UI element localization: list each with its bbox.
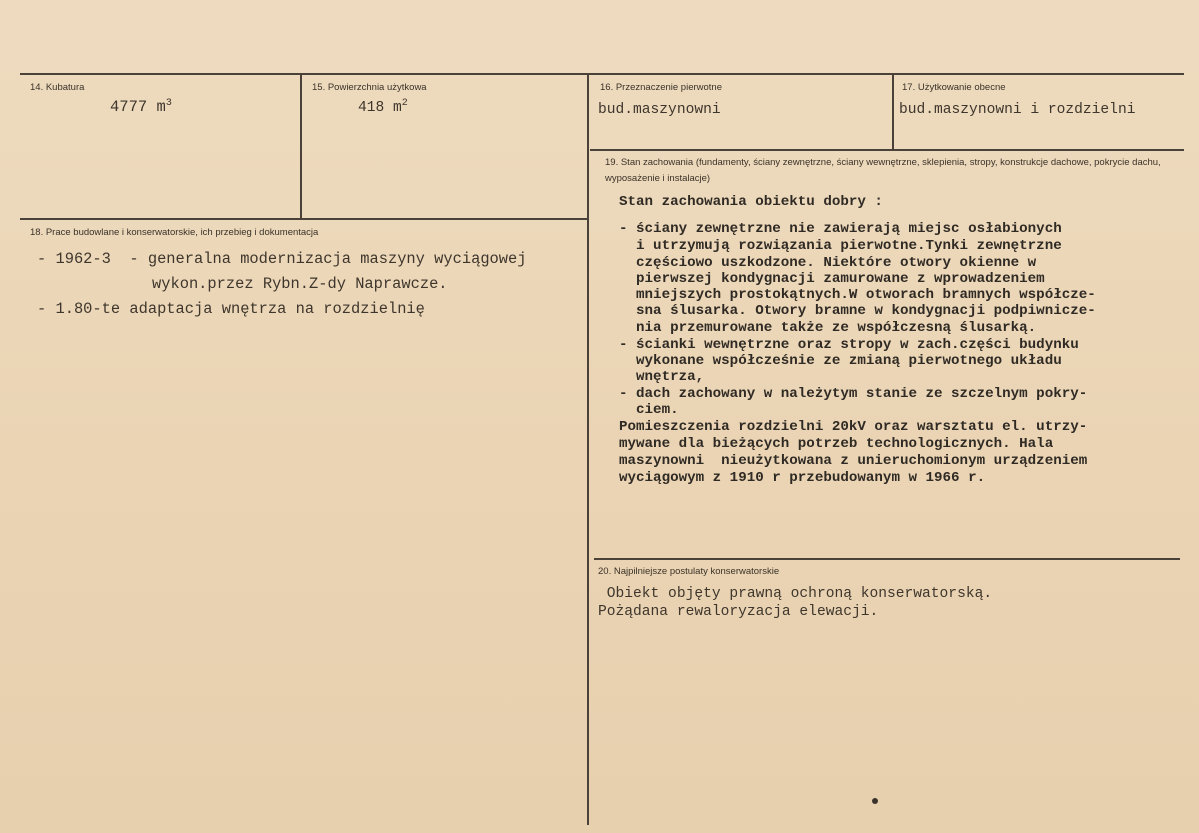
field-18-line: - 1.80-te adaptacja wnętrza na rozdzielnię bbox=[37, 300, 425, 318]
field-15-value bbox=[358, 98, 408, 116]
field-14-label: 14. Kubatura bbox=[30, 82, 85, 93]
field-19-line: - ścianki wewnętrzne oraz stropy w zach.części budynku bbox=[619, 337, 1079, 353]
field-19-line: ciem. bbox=[619, 402, 679, 418]
area-exponent: 2 bbox=[401, 98, 408, 109]
field-18-line: wykon.przez Rybn.Z-dy Naprawcze. bbox=[152, 275, 448, 293]
field-18-label: 18. Prace budowlane i konserwatorskie, ich przebieg i dokumentacja bbox=[30, 227, 319, 238]
divider-16-17 bbox=[892, 73, 894, 149]
field-19-line: nia przemurowane także ze współczesną ślusarką. bbox=[619, 320, 1037, 336]
field-19-line: i utrzymują rozwiązania pierwotne.Tynki zewnętrzne bbox=[619, 238, 1062, 254]
field-20-line: Obiekt objęty prawną ochroną konserwatorską. bbox=[598, 586, 993, 602]
field-19-line: Stan zachowania obiektu dobry : bbox=[619, 194, 883, 210]
field-14-value bbox=[110, 98, 172, 116]
field-17-label: 17. Użytkowanie obecne bbox=[902, 82, 1006, 93]
field-18-line: - 1962-3 - generalna modernizacja maszyny wyciągowej bbox=[37, 250, 527, 268]
field-19-line: pierwszej kondygnacji zamurowane z wprowadzeniem bbox=[619, 271, 1045, 287]
field-19-line: wnętrza, bbox=[619, 369, 705, 385]
field-16-value: bud.maszynowni bbox=[598, 102, 721, 118]
area-number: 418 m bbox=[358, 99, 402, 116]
field-20-label: 20. Najpilniejsze postulaty konserwatorskie bbox=[598, 566, 780, 577]
field-19-line: mywane dla bieżących potrzeb technologicznych. Hala bbox=[619, 436, 1054, 452]
field-19-label: 19. Stan zachowania (fundamenty, ściany zewnętrzne, ściany wewnętrzne, sklepienia, stropy, konstrukcje dachowe, pokrycie dachu, wyposażenie i instalacje) bbox=[605, 157, 1161, 184]
kubatura-number: 4777 m bbox=[110, 98, 166, 117]
rule-under-19 bbox=[594, 558, 1180, 560]
rule-under-16-17 bbox=[590, 149, 1184, 151]
field-19-line: częściowo uszkodzone. Niektóre otwory okienne w bbox=[619, 255, 1037, 271]
field-19-line: maszynowni nieużytkowana z unieruchomionym urządzeniem bbox=[619, 453, 1088, 469]
field-15-label: 15. Powierzchnia użytkowa bbox=[312, 82, 427, 93]
field-19-line: wykonane współcześnie ze zmianą pierwotnego układu bbox=[619, 353, 1062, 369]
field-19-line: Pomieszczenia rozdzielni 20kV oraz warsztatu el. utrzy- bbox=[619, 419, 1088, 435]
field-19-line: sna ślusarka. Otwory bramne w kondygnacji podpiwnicze- bbox=[619, 303, 1096, 319]
rule-under-14-15 bbox=[20, 218, 588, 220]
field-19-line: - dach zachowany w należytym stanie ze szczelnym pokry- bbox=[619, 386, 1088, 402]
main-vertical-divider bbox=[587, 73, 589, 825]
field-17-value: bud.maszynowni i rozdzielni bbox=[899, 102, 1136, 118]
ink-spot bbox=[872, 798, 878, 804]
field-19-line: wyciągowym z 1910 r przebudowanym w 1966 r. bbox=[619, 470, 986, 486]
field-20-line: Pożądana rewaloryzacja elewacji. bbox=[598, 604, 879, 620]
field-19-line: - ściany zewnętrzne nie zawierają miejsc osłabionych bbox=[619, 221, 1062, 237]
top-rule bbox=[20, 73, 1184, 75]
divider-14-15 bbox=[300, 73, 302, 219]
field-19-line: mniejszych prostokątnych.W otworach bramnych współcze- bbox=[619, 287, 1096, 303]
kubatura-exponent: 3 bbox=[165, 98, 172, 109]
field-16-label: 16. Przeznaczenie pierwotne bbox=[600, 82, 722, 93]
